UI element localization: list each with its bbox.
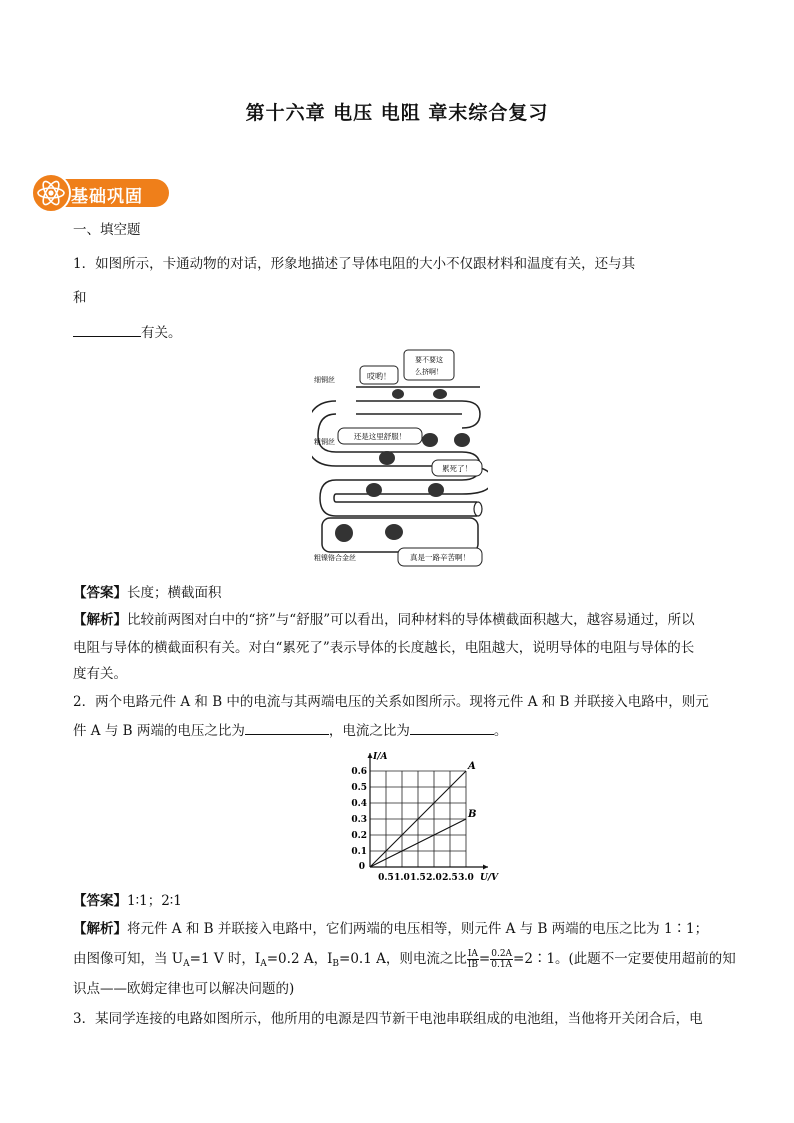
analysis-2c: =0.2 A，I	[266, 951, 333, 967]
q1-line2: 和	[73, 290, 87, 306]
q2-analysis-line3: 识点——欧姆定律也可以解决问题的)	[73, 981, 295, 997]
y-axis-arrow	[368, 753, 373, 758]
q2-answer	[73, 891, 182, 911]
q2-line2	[73, 720, 507, 741]
bubble-comfortable: 还是这里舒服！	[353, 432, 407, 441]
origin-label: 0	[358, 862, 365, 872]
q1-line3-suffix: 有关。	[141, 325, 182, 341]
answer-text: 1∶1；2∶1	[127, 893, 182, 909]
q2-line2-a: 件 A 与 B 两端的电压之比为	[73, 723, 245, 739]
x-axis-label: U/V	[480, 873, 499, 883]
label-thick-copper: 粗铜丝	[314, 438, 335, 446]
sub-a: A	[260, 959, 267, 969]
fraction-right	[490, 949, 513, 970]
q2-line1: 2．两个电路元件 A 和 B 中的电流与其两端电压的关系如图所示。现将元件 A 和 B 并联接入电路中，则元	[73, 694, 709, 710]
q2-current-ratio-blank[interactable]	[410, 720, 494, 735]
bubble-ouch: 哎哟！	[367, 372, 391, 381]
x-tick-label: 2.5	[442, 873, 458, 883]
bubble-crowded-2: 么挤啊！	[415, 368, 443, 376]
badge-label: 基础巩固	[71, 187, 143, 207]
q1-answer	[73, 583, 222, 603]
x-axis-arrow	[483, 865, 488, 870]
atom-icon	[33, 175, 69, 211]
y-axis-label: I/A	[373, 752, 388, 762]
fraction-left	[467, 949, 479, 970]
q1-line3	[73, 322, 182, 343]
q1-analysis-line1	[73, 610, 695, 630]
x-tick-label: 0.5	[378, 873, 394, 883]
analysis-2d: =0.1 A，则电流之比	[339, 951, 467, 967]
bubble-tired: 累死了！	[442, 464, 472, 473]
q1-line1: 1．如图所示，卡通动物的对话，形象地描述了导体电阻的大小不仅跟材料和温度有关，还与其	[73, 256, 636, 272]
wire-cartoon-figure	[312, 348, 488, 572]
y-tick-label: 0.2	[351, 831, 367, 841]
badge-circle	[31, 173, 71, 213]
analysis-text: 将元件 A 和 B 并联接入电路中，它们两端的电压相等，则元件 A 与 B 两端的电压之比为 1∶1；	[127, 921, 709, 937]
frac-den: 0.1A	[491, 960, 513, 970]
analysis-2e: =2∶1。(此题不一定要使用超前的知	[513, 951, 736, 967]
q2-line2-c: 。	[493, 723, 508, 739]
section-badge	[31, 173, 171, 213]
y-tick-label: 0.5	[351, 783, 367, 793]
series-label-A: A	[468, 761, 476, 772]
page-title: 第十六章 电压 电阻 章末综合复习	[245, 102, 549, 124]
answer-label: 【答案】	[73, 585, 127, 601]
bubble-hard-journey: 真是一路辛苦啊！	[410, 553, 470, 562]
analysis-2a: 由图像可知，当 U	[73, 951, 184, 967]
frac-num: 0.2A	[491, 949, 513, 959]
y-tick-label: 0.6	[351, 767, 367, 777]
y-tick-label: 0.1	[351, 847, 367, 857]
x-tick-label: 3.0	[458, 873, 474, 883]
iu-chart	[350, 745, 510, 885]
q2-line2-b: ，电流之比为	[328, 723, 410, 739]
analysis-label: 【解析】	[73, 921, 127, 937]
q1-analysis-line2: 电阻与导体的横截面积有关。对白“累死了”表示导体的长度越长，电阻越大，说明导体的电阻与导体的长	[73, 640, 695, 656]
bubble-crowded: 要不要这	[415, 356, 443, 364]
q3-line1: 3．某同学连接的电路如图所示，他所用的电源是四节新干电池串联组成的电池组，当他将开关闭合后，电	[73, 1011, 703, 1027]
label-nichrome: 粗镍铬合金丝	[314, 554, 356, 562]
analysis-label: 【解析】	[73, 612, 127, 628]
q1-answer-blank[interactable]	[73, 322, 141, 337]
y-tick-label: 0.3	[351, 815, 367, 825]
sub-a: A	[183, 959, 190, 969]
answer-label: 【答案】	[73, 893, 127, 909]
label-thin-copper: 细铜丝	[314, 376, 335, 384]
answer-text: 长度；横截面积	[127, 585, 222, 601]
analysis-2b: =1 V 时，I	[189, 951, 261, 967]
analysis-text: 比较前两图对白中的“挤”与“舒服”可以看出，同种材料的导体横截面积越大，越容易通过，所以	[127, 612, 695, 628]
q2-analysis-line2	[73, 949, 736, 974]
sub-b: B	[332, 959, 340, 969]
part-heading: 一、填空题	[73, 222, 141, 238]
frac-den: IB	[467, 960, 478, 970]
q2-analysis-line1	[73, 919, 708, 939]
x-tick-label: 1.0	[394, 873, 410, 883]
series-label-B: B	[468, 809, 477, 820]
x-tick-label: 1.5	[410, 873, 426, 883]
q2-voltage-ratio-blank[interactable]	[245, 720, 329, 735]
frac-num: IA	[467, 949, 478, 959]
frac-eq: =	[478, 951, 491, 967]
x-tick-label: 2.0	[426, 873, 442, 883]
y-tick-label: 0.4	[351, 799, 367, 809]
q1-analysis-line3: 度有关。	[73, 666, 127, 682]
